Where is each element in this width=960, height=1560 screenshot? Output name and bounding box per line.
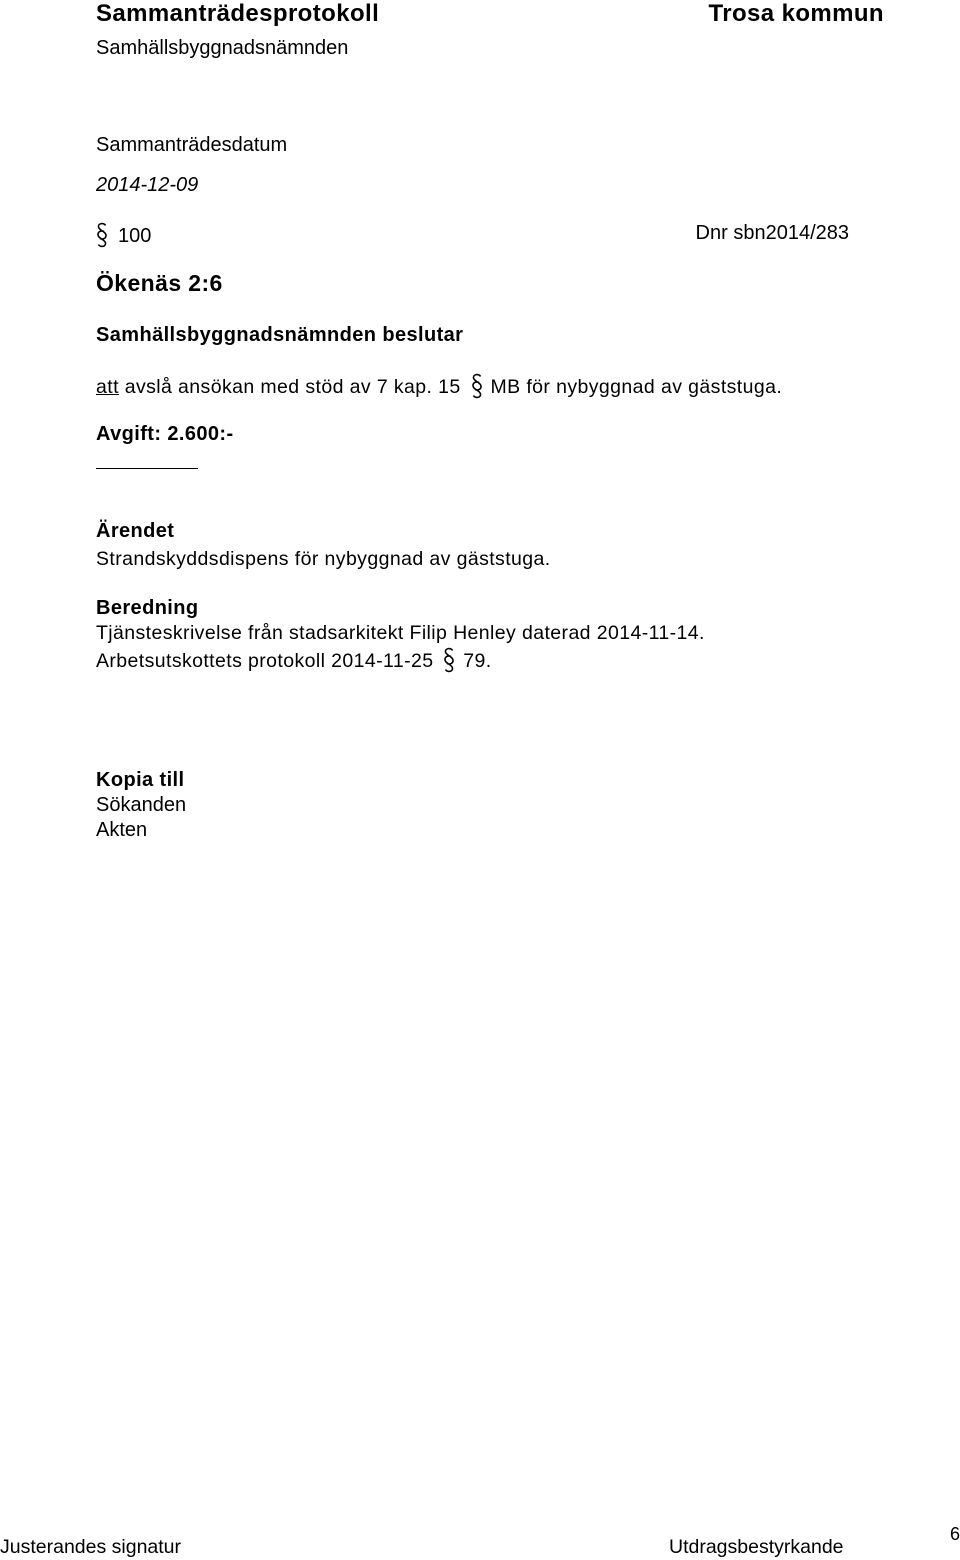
copy-recipient: Akten xyxy=(96,819,148,841)
divider-line xyxy=(96,468,198,469)
att-clause: att xyxy=(96,376,119,398)
section-sign-icon xyxy=(471,373,483,399)
municipality-name: Trosa kommun xyxy=(708,0,884,27)
beredning-line-2-part-a: Arbetsutskottets protokoll 2014-11-25 xyxy=(96,650,434,672)
footer-certification-label: Utdragsbestyrkande xyxy=(669,1536,844,1558)
dnr-number: Dnr sbn2014/283 xyxy=(695,222,849,244)
page-number: 6 xyxy=(949,1524,960,1544)
beredning-line-1: Tjänsteskrivelse från stadsarkitekt Filip Henley daterad 2014-11-14. xyxy=(96,622,705,644)
section-sign-icon xyxy=(96,222,108,248)
decision-text-part-b: MB för nybyggnad av gäststuga. xyxy=(490,376,783,398)
meeting-date: 2014-12-09 xyxy=(96,174,199,196)
decision-text-part-a: avslå ansökan med stöd av 7 kap. 15 xyxy=(124,376,461,398)
beredning-line-2-part-b: 79. xyxy=(463,650,492,672)
beredning-heading: Beredning xyxy=(96,597,199,619)
arendet-heading: Ärendet xyxy=(96,520,175,542)
copy-recipient: Sökanden xyxy=(96,794,187,816)
copy-heading: Kopia till xyxy=(96,769,185,791)
property-heading: Ökenäs 2:6 xyxy=(96,270,223,296)
paragraph-number-line xyxy=(96,222,151,248)
document-title: Sammanträdesprotokoll xyxy=(96,0,380,27)
committee-name: Samhällsbyggnadsnämnden xyxy=(96,37,349,59)
paragraph-number: 100 xyxy=(118,225,152,247)
footer-signature-label: Justerandes signatur xyxy=(0,1536,182,1558)
decision-text xyxy=(96,373,782,399)
section-sign-icon xyxy=(443,647,455,673)
beredning-line-2 xyxy=(96,647,492,673)
arendet-text: Strandskyddsdispens för nybyggnad av gäststuga. xyxy=(96,548,551,570)
decision-heading: Samhällsbyggnadsnämnden beslutar xyxy=(96,324,464,346)
meeting-date-label: Sammanträdesdatum xyxy=(96,134,288,156)
fee: Avgift: 2.600:- xyxy=(96,423,234,445)
